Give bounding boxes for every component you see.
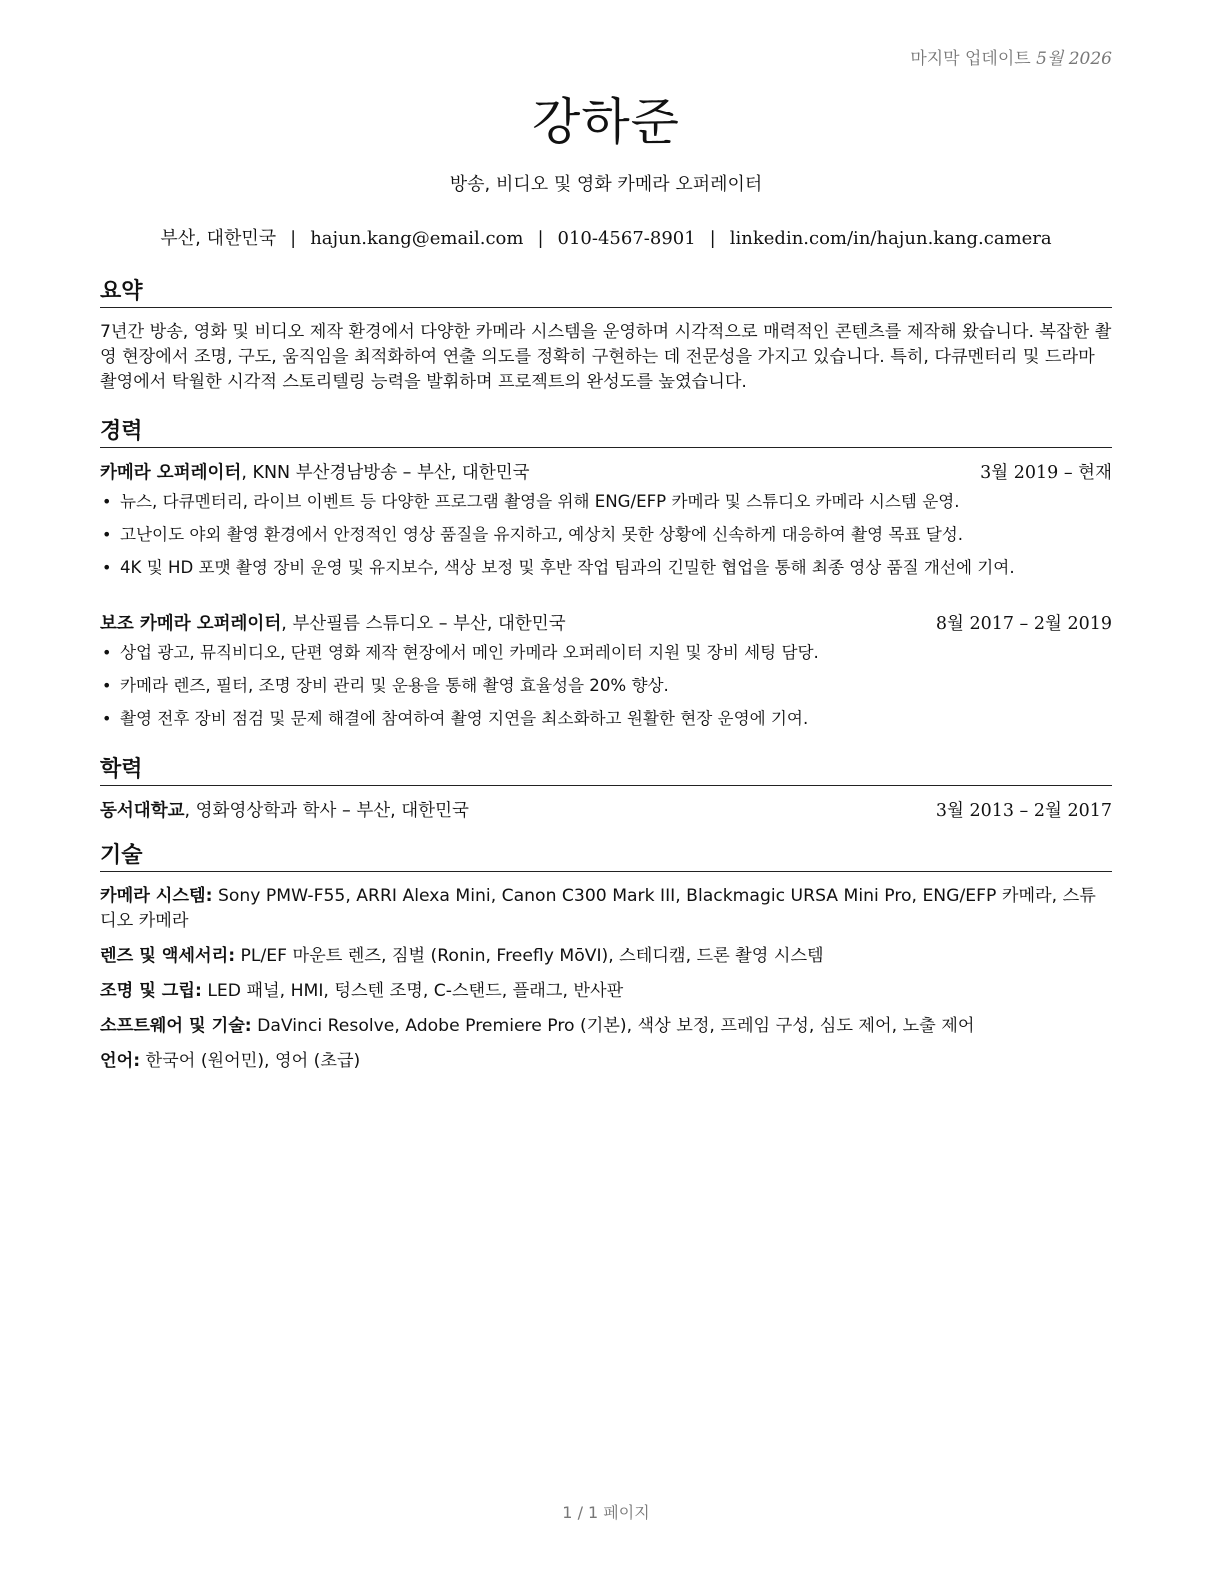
skills-heading: 기술 bbox=[100, 842, 1112, 872]
skill-item bbox=[100, 944, 1112, 969]
summary-heading: 요약 bbox=[100, 278, 1112, 308]
education-heading: 학력 bbox=[100, 756, 1112, 786]
contact-phone[interactable]: 010-4567-8901 bbox=[557, 228, 696, 249]
skills-section bbox=[100, 842, 1112, 1084]
bullet-icon: • bbox=[102, 676, 112, 695]
education-school-detail bbox=[100, 798, 469, 824]
skill-value: 한국어 (원어민), 영어 (초급) bbox=[140, 1051, 361, 1071]
skill-label: 언어: bbox=[100, 1051, 141, 1071]
bullet-icon: • bbox=[102, 709, 112, 728]
skill-value: Sony PMW-F55, ARRI Alexa Mini, Canon C300 Mark III, Blackmagic URSA Mini Pro, ENG/EFP 카메라, 스튜디오 카메라 bbox=[100, 886, 1096, 931]
last-updated-label: 마지막 업데이트 bbox=[910, 49, 1031, 69]
education-school: 동서대학교 bbox=[100, 801, 185, 821]
job-entry bbox=[100, 460, 1112, 579]
skill-item bbox=[100, 884, 1112, 934]
skill-item bbox=[100, 1014, 1112, 1039]
skill-value: PL/EF 마운트 렌즈, 짐벌 (Ronin, Freefly MōVI), 스테디캠, 드론 촬영 시스템 bbox=[235, 946, 824, 966]
bullet-text: 촬영 전후 장비 점검 및 문제 해결에 참여하여 촬영 지연을 최소화하고 원활한 현장 운영에 기여. bbox=[120, 709, 809, 728]
page-indicator: 1 / 1 페이지 bbox=[562, 1503, 650, 1522]
skill-label: 소프트웨어 및 기술: bbox=[100, 1016, 252, 1036]
job-org: , 부산필름 스튜디오 – 부산, 대한민국 bbox=[281, 614, 566, 634]
contact-linkedin[interactable]: linkedin.com/in/hajun.kang.camera bbox=[729, 228, 1052, 249]
experience-section bbox=[100, 418, 1112, 590]
job-bullets bbox=[100, 642, 1112, 730]
education-dates: 3월 2013 – 2월 2017 bbox=[935, 801, 1112, 821]
candidate-title: 방송, 비디오 및 영화 카메라 오퍼레이터 bbox=[449, 174, 763, 195]
resume-page bbox=[100, 0, 1112, 1584]
skill-label: 조명 및 그립: bbox=[100, 981, 202, 1001]
list-item bbox=[100, 524, 1112, 546]
contact-separator: | bbox=[537, 228, 544, 249]
job-dates: 3월 2019 – 현재 bbox=[980, 463, 1112, 483]
contact-location: 부산, 대한민국 bbox=[160, 228, 277, 249]
skill-label: 렌즈 및 액세서리: bbox=[100, 946, 236, 966]
education-detail: , 영화영상학과 학사 – 부산, 대한민국 bbox=[184, 801, 469, 821]
bullet-text: 상업 광고, 뮤직비디오, 단편 영화 제작 현장에서 메인 카메라 오퍼레이터 지원 및 장비 세팅 담당. bbox=[120, 643, 819, 662]
job-org: , KNN 부산경남방송 – 부산, 대한민국 bbox=[241, 463, 530, 483]
bullet-text: 4K 및 HD 포맷 촬영 장비 운영 및 유지보수, 색상 보정 및 후반 작업 팀과의 긴밀한 협업을 통해 최종 영상 품질 개선에 기여. bbox=[120, 558, 1015, 577]
bullet-icon: • bbox=[102, 492, 112, 511]
list-item bbox=[100, 708, 1112, 730]
skill-label: 카메라 시스템: bbox=[100, 886, 213, 906]
list-item bbox=[100, 557, 1112, 579]
last-updated bbox=[910, 44, 1112, 69]
job-role: 보조 카메라 오퍼레이터 bbox=[100, 614, 282, 634]
bullet-text: 뉴스, 다큐멘터리, 라이브 이벤트 등 다양한 프로그램 촬영을 위해 ENG/EFP 카메라 및 스튜디오 카메라 시스템 운영. bbox=[120, 492, 960, 511]
summary-text: 7년간 방송, 영화 및 비디오 제작 환경에서 다양한 카메라 시스템을 운영하며 시각적으로 매력적인 콘텐츠를 제작해 왔습니다. 복잡한 촬영 현장에서 조명, 구도, 움직임을 최적화하여 연출 의도를 정확히 구현하는 데 전문성을 가지고 있습니다. 특히, 다큐멘터리 및 드라마 촬영에서 탁월한 시각적 스토리텔링 능력을 발휘하며 프로젝트의 완성도를 높였습니다. bbox=[100, 322, 1112, 392]
skill-item bbox=[100, 1049, 1112, 1074]
skill-value: DaVinci Resolve, Adobe Premiere Pro (기본), 색상 보정, 프레임 구성, 심도 제어, 노출 제어 bbox=[251, 1016, 975, 1036]
last-updated-year: 2026 bbox=[1068, 49, 1112, 69]
experience-heading: 경력 bbox=[100, 418, 1112, 448]
contact-separator: | bbox=[709, 228, 716, 249]
last-updated-month: 5월 bbox=[1036, 49, 1064, 69]
job-dates: 8월 2017 – 2월 2019 bbox=[935, 614, 1112, 634]
job-header bbox=[100, 460, 1112, 486]
list-item bbox=[100, 675, 1112, 697]
summary-section bbox=[100, 278, 1112, 395]
skill-item bbox=[100, 979, 1112, 1004]
list-item bbox=[100, 642, 1112, 664]
job-bullets bbox=[100, 491, 1112, 579]
job-role-org bbox=[100, 611, 566, 637]
contact-separator: | bbox=[290, 228, 297, 249]
education-section bbox=[100, 756, 1112, 824]
bullet-icon: • bbox=[102, 558, 112, 577]
bullet-icon: • bbox=[102, 525, 112, 544]
job-role-org bbox=[100, 460, 530, 486]
job-header bbox=[100, 611, 1112, 637]
candidate-name: 강하준 bbox=[532, 93, 680, 151]
bullet-text: 카메라 렌즈, 필터, 조명 장비 관리 및 운용을 통해 촬영 효율성을 20% 향상. bbox=[120, 676, 669, 695]
contact-line bbox=[100, 224, 1112, 250]
bullet-icon: • bbox=[102, 643, 112, 662]
job-role: 카메라 오퍼레이터 bbox=[100, 463, 242, 483]
bullet-text: 고난이도 야외 촬영 환경에서 안정적인 영상 품질을 유지하고, 예상치 못한 상황에 신속하게 대응하여 촬영 목표 달성. bbox=[120, 525, 964, 544]
job-entry-2 bbox=[100, 611, 1112, 741]
list-item bbox=[100, 491, 1112, 513]
skill-value: LED 패널, HMI, 텅스텐 조명, C-스탠드, 플래그, 반사판 bbox=[201, 981, 624, 1001]
contact-email[interactable]: hajun.kang@email.com bbox=[310, 228, 524, 249]
education-entry bbox=[100, 798, 1112, 824]
